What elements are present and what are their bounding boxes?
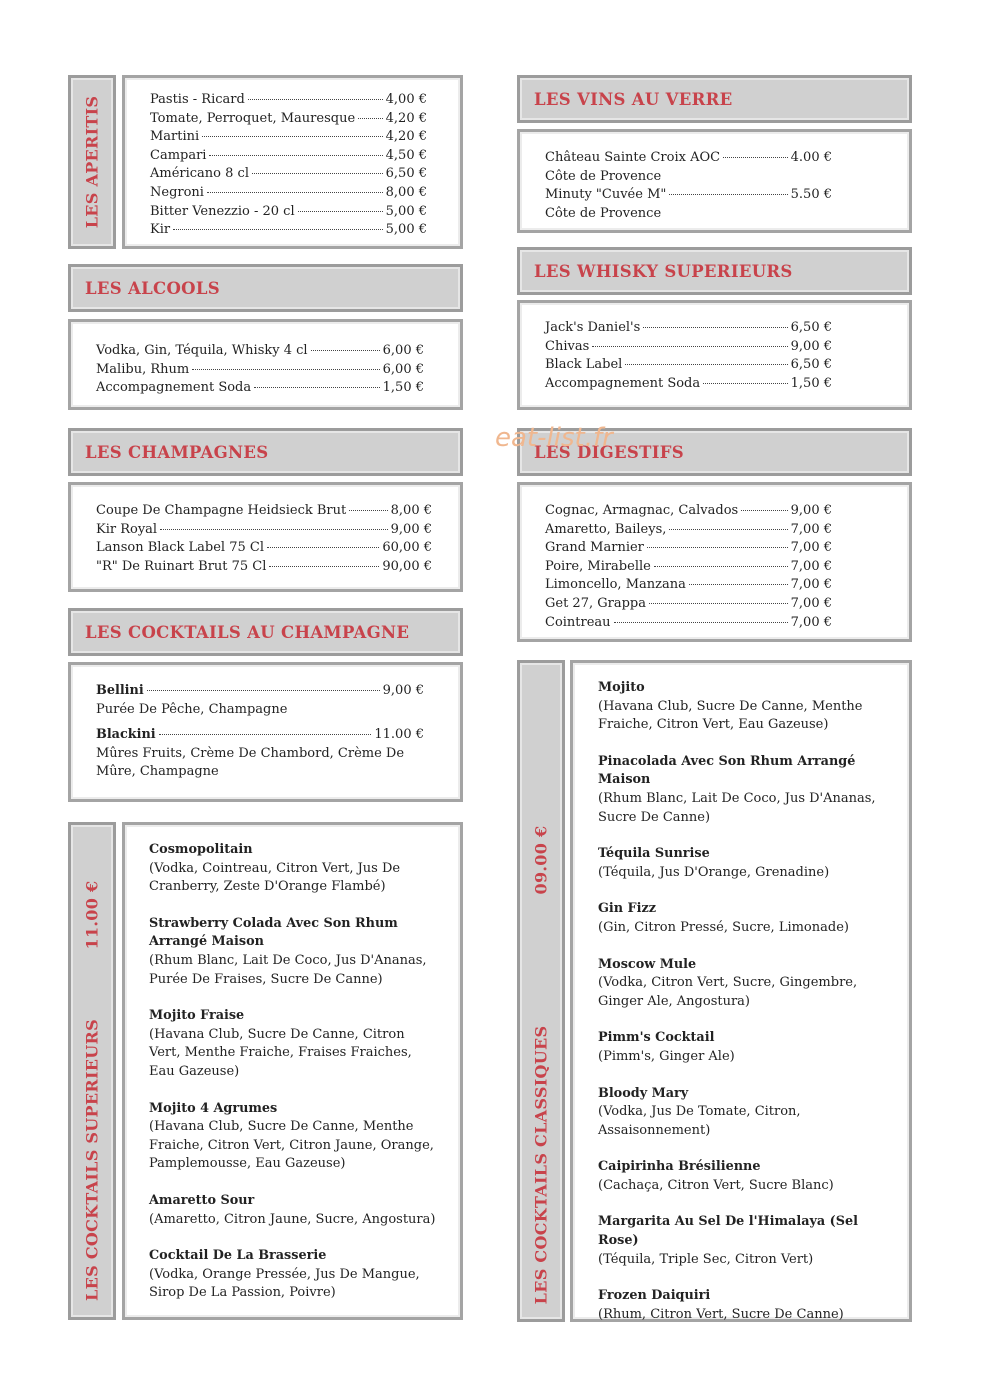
item-price: 6,50 € [790, 320, 832, 335]
item-name: Bitter Venezzio - 20 cl [150, 203, 295, 219]
vins-box [517, 129, 912, 233]
cocktail-desc: (Havana Club, Sucre De Canne, Menthe Fraiche, Citron Vert, Eau Gazeuse) [598, 698, 863, 733]
dot-leader [311, 350, 380, 351]
aperitifs-title: LES APERITIS [82, 95, 102, 229]
cocktail-name: Téquila Sunrise [598, 846, 710, 862]
cocktail-name: Pinacolada Avec Son Rhum Arrangé Maison [598, 753, 856, 788]
cocktail-desc: (Vodka, Citron Vert, Sucre, Gingembre, Ginger Ale, Angostura) [598, 975, 858, 1009]
cocktails-classiques-list [598, 679, 895, 1324]
menu-item [545, 521, 832, 540]
cocktail-desc: (Pimm's, Ginger Ale) [598, 1048, 735, 1064]
menu-item [545, 558, 832, 577]
cocktail-name: Mojito Fraise [149, 1008, 245, 1024]
item-name: Get 27, Grappa [545, 595, 646, 611]
menu-item [545, 539, 832, 558]
item-name: Coupe De Champagne Heidsieck Brut [96, 503, 347, 518]
menu-item [96, 502, 432, 521]
dot-leader [192, 369, 379, 370]
cocktail-name: Gin Fizz [598, 901, 657, 917]
dot-leader [160, 529, 388, 530]
dot-leader [614, 622, 788, 623]
menu-item [96, 539, 432, 558]
watermark: eat-list.fr [495, 423, 613, 453]
whisky-title: LES WHISKY SUPERIEURS [534, 261, 793, 281]
item-name: Lanson Black Label 75 Cl [96, 540, 264, 556]
item-price: 7,00 € [790, 558, 832, 574]
menu-item [545, 186, 832, 205]
cocktail-item [598, 1158, 895, 1195]
item-price: 1,50 € [790, 375, 832, 391]
cocktail-item [149, 841, 440, 897]
cocktail-name: Pimm's Cocktail [598, 1030, 715, 1046]
dot-leader [649, 603, 788, 604]
item-price: 90,00 € [382, 558, 432, 574]
vins-title: LES VINS AU VERRE [534, 89, 733, 109]
cocktail-name: Amaretto Sour [149, 1192, 255, 1208]
cocktail-name: Caipirinha Brésilienne [598, 1159, 761, 1175]
item-name: Tomate, Perroquet, Mauresque [150, 110, 356, 126]
cocktail-desc: Mûres Fruits, Crème De Chambord, Crème De Mûre, Champagne [96, 745, 405, 780]
digestifs-title: LES DIGESTIFS [534, 442, 684, 462]
menu-item [545, 149, 832, 168]
cocktail-desc: (Téquila, Jus D'Orange, Grenadine) [598, 864, 830, 880]
aperitifs-list [150, 91, 427, 240]
cocktail-desc: (Amaretto, Citron Jaune, Sucre, Angostura) [149, 1211, 436, 1227]
champagnes-list [96, 502, 432, 576]
champagnes-box [68, 482, 463, 592]
item-price: 7,00 € [790, 577, 832, 593]
dot-leader [669, 529, 787, 530]
cocktails-superieurs-title: LES COCKTAILS SUPERIEURS [82, 1019, 102, 1301]
cocktail-item [149, 1100, 440, 1174]
dot-leader [592, 346, 787, 347]
item-name: Château Sainte Croix AOC [545, 150, 721, 165]
alcools-title: LES ALCOOLS [85, 278, 220, 298]
dot-leader [252, 173, 383, 174]
dot-leader [703, 383, 788, 384]
cocktail-item [598, 753, 895, 827]
dot-leader [207, 192, 383, 193]
menu-item [545, 375, 832, 394]
menu-item [150, 203, 427, 222]
cocktail-price: 11.00 € [374, 727, 424, 743]
champagnes-header [68, 428, 463, 476]
item-price: 4,00 € [385, 92, 427, 107]
item-price: 9,00 € [790, 503, 832, 518]
dot-leader [654, 566, 788, 567]
item-name: Accompagnement Soda [545, 375, 701, 391]
alcools-box [68, 319, 463, 410]
item-price: 7,00 € [790, 614, 832, 630]
item-origin: Côte de Provence [545, 205, 662, 221]
cocktails-classiques-title: LES COCKTAILS CLASSIQUES [531, 1025, 551, 1305]
menu-item [545, 356, 832, 375]
menu-item [96, 521, 432, 540]
dot-leader [254, 387, 380, 388]
dot-leader [269, 566, 379, 567]
dot-leader [173, 229, 383, 230]
dot-leader [643, 327, 787, 328]
cocktail-item [149, 1007, 440, 1081]
cocktail-desc: (Téquila, Triple Sec, Citron Vert) [598, 1251, 814, 1267]
dot-leader [202, 136, 382, 137]
item-price: 7,00 € [790, 540, 832, 556]
item-price: 4.00 € [790, 150, 832, 165]
alcools-header [68, 264, 463, 312]
whisky-list [545, 319, 832, 393]
dot-leader [647, 547, 788, 548]
cocktail-item [149, 915, 440, 989]
item-price: 9,00 € [390, 521, 432, 537]
menu-item [96, 342, 424, 361]
item-name: Américano 8 cl [150, 166, 249, 182]
item-name: Martini [150, 129, 200, 145]
menu-item [150, 147, 427, 166]
alcools-list [96, 342, 424, 398]
cocktail-name: Margarita Au Sel De l'Himalaya (Sel Rose) [598, 1214, 858, 1249]
item-name: Black Label [545, 357, 623, 373]
item-price: 6,00 € [382, 361, 424, 377]
item-name: Pastis - Ricard [150, 92, 245, 107]
cocktail-desc: (Vodka, Orange Pressée, Jus De Mangue, Sirop De La Passion, Poivre) [149, 1266, 420, 1301]
menu-item [96, 379, 424, 398]
cocktail-desc: (Vodka, Cointreau, Citron Vert, Jus De Cranberry, Zeste D'Orange Flambé) [149, 860, 401, 895]
cocktail-price: 9,00 € [382, 683, 424, 698]
item-price: 9,00 € [790, 338, 832, 354]
item-name: Campari [150, 147, 207, 163]
item-price: 6,50 € [790, 357, 832, 373]
cocktail-desc: (Gin, Citron Pressé, Sucre, Limonade) [598, 919, 849, 935]
aperitifs-side-bar [68, 75, 116, 249]
vins-header [517, 75, 912, 123]
cocktail-name: Cocktail De La Brasserie [149, 1248, 327, 1264]
item-name: Chivas [545, 338, 590, 354]
cocktail-name: Mojito 4 Agrumes [149, 1100, 278, 1116]
dot-leader [267, 547, 379, 548]
dot-leader [209, 155, 382, 156]
cocktails-superieurs-box [122, 822, 463, 1320]
dot-leader [248, 99, 383, 100]
cocktail-item [598, 1085, 895, 1141]
item-price: 8,00 € [385, 184, 427, 200]
menu-item [96, 558, 432, 577]
cocktail-desc: (Rhum Blanc, Lait De Coco, Jus D'Ananas, Sucre De Canne) [598, 790, 876, 825]
menu-item [150, 165, 427, 184]
cocktail-desc: (Rhum, Citron Vert, Sucre De Canne) [598, 1306, 844, 1322]
aperitifs-box [122, 75, 463, 249]
cocktail-desc: (Vodka, Jus De Tomate, Citron, Assaisonnement) [598, 1104, 801, 1138]
cocktails-classiques-price: 09.00 € [531, 825, 551, 895]
item-name: Vodka, Gin, Téquila, Whisky 4 cl [96, 343, 308, 358]
item-price: 4,20 € [385, 110, 427, 126]
item-name: "R" De Ruinart Brut 75 Cl [96, 558, 267, 574]
champagnes-title: LES CHAMPAGNES [85, 442, 269, 462]
cocktail-name: Strawberry Colada Avec Son Rhum Arrangé Maison [149, 915, 398, 950]
cocktails-champagne-box [68, 662, 463, 802]
item-price: 4,20 € [385, 129, 427, 145]
item-price: 8,00 € [390, 503, 432, 518]
cocktail-desc: (Cachaça, Citron Vert, Sucre Blanc) [598, 1177, 834, 1193]
menu-item [150, 128, 427, 147]
item-name: Cointreau [545, 614, 611, 630]
item-price: 5,00 € [385, 222, 427, 238]
menu-item [150, 184, 427, 203]
cocktail-name: Bellini [96, 683, 144, 698]
item-price: 7,00 € [790, 595, 832, 611]
item-name: Grand Marnier [545, 540, 644, 556]
dot-leader [349, 510, 387, 511]
item-price: 6,50 € [385, 166, 427, 182]
cocktail-desc: (Rhum Blanc, Lait De Coco, Jus D'Ananas, Purée De Fraises, Sucre De Canne) [149, 952, 427, 987]
dot-leader [358, 118, 383, 119]
cocktail-item [598, 900, 895, 937]
cocktail-item [598, 1029, 895, 1066]
item-price: 60,00 € [382, 540, 432, 556]
dot-leader [723, 157, 788, 158]
menu-item [545, 576, 832, 595]
cocktails-classiques-box [570, 660, 912, 1322]
item-name: Jack's Daniel's [545, 320, 641, 335]
digestifs-box [517, 482, 912, 642]
cocktails-champagne-title: LES COCKTAILS AU CHAMPAGNE [85, 622, 410, 642]
cocktail-name: Bloody Mary [598, 1085, 689, 1101]
item-price: 1,50 € [382, 380, 424, 396]
cocktail-item [598, 679, 895, 735]
cocktails-superieurs-price: 11.00 € [82, 880, 102, 950]
menu-item [150, 110, 427, 129]
item-name: Minuty "Cuvée M" [545, 187, 667, 203]
cocktails-superieurs-list [149, 841, 440, 1303]
item-name: Poire, Mirabelle [545, 558, 651, 574]
cocktails-classiques-side-bar [517, 660, 565, 1322]
cocktails-superieurs-side-bar [68, 822, 116, 1320]
whisky-box [517, 300, 912, 410]
cocktail-desc: (Havana Club, Sucre De Canne, Citron Vert, Menthe Fraiche, Fraises Fraiches, Eau Gazeuse) [149, 1026, 412, 1079]
digestifs-list [545, 502, 832, 632]
vins-list [545, 149, 832, 223]
item-name: Amaretto, Baileys, [545, 521, 667, 537]
cocktail-name: Moscow Mule [598, 956, 697, 972]
menu-item [545, 595, 832, 614]
item-name: Accompagnement Soda [96, 380, 252, 396]
cocktail-bellini [96, 682, 424, 719]
cocktail-name: Frozen Daiquiri [598, 1288, 711, 1304]
cocktail-name: Cosmopolitain [149, 842, 253, 857]
item-name: Limoncello, Manzana [545, 577, 686, 593]
item-origin: Côte de Provence [545, 168, 662, 184]
dot-leader [741, 510, 787, 511]
menu-item [150, 91, 427, 110]
menu-item [545, 338, 832, 357]
cocktail-item [149, 1247, 440, 1303]
cocktail-blackini [96, 726, 424, 782]
item-name: Cognac, Armagnac, Calvados [545, 503, 739, 518]
cocktail-item [149, 1192, 440, 1229]
menu-item [150, 221, 427, 240]
dot-leader [625, 364, 787, 365]
item-price: 7,00 € [790, 521, 832, 537]
cocktail-name: Mojito [598, 680, 645, 695]
item-name: Negroni [150, 184, 204, 200]
item-price: 4,50 € [385, 147, 427, 163]
dot-leader [669, 194, 787, 195]
dot-leader [298, 211, 383, 212]
menu-item [545, 614, 832, 633]
item-name: Kir Royal [96, 521, 158, 537]
item-price: 5.50 € [790, 187, 832, 203]
menu-item [545, 502, 832, 521]
menu-item [96, 361, 424, 380]
menu-item [545, 319, 832, 338]
item-price: 6,00 € [382, 343, 424, 358]
item-price: 5,00 € [385, 203, 427, 219]
cocktail-item [598, 845, 895, 882]
cocktail-name: Blackini [96, 727, 156, 743]
item-name: Kir [150, 222, 171, 238]
item-name: Malibu, Rhum [96, 361, 190, 377]
cocktail-item [598, 1213, 895, 1269]
cocktail-desc: (Havana Club, Sucre De Canne, Menthe Fraiche, Citron Vert, Citron Jaune, Orange, Pamplemousse, Eau Gazeuse) [149, 1119, 434, 1172]
dot-leader [689, 584, 788, 585]
cocktail-item [598, 956, 895, 1012]
cocktail-item [598, 1287, 895, 1324]
cocktail-desc: Purée De Pêche, Champagne [96, 701, 288, 717]
cocktails-champagne-header [68, 608, 463, 656]
whisky-header [517, 247, 912, 295]
